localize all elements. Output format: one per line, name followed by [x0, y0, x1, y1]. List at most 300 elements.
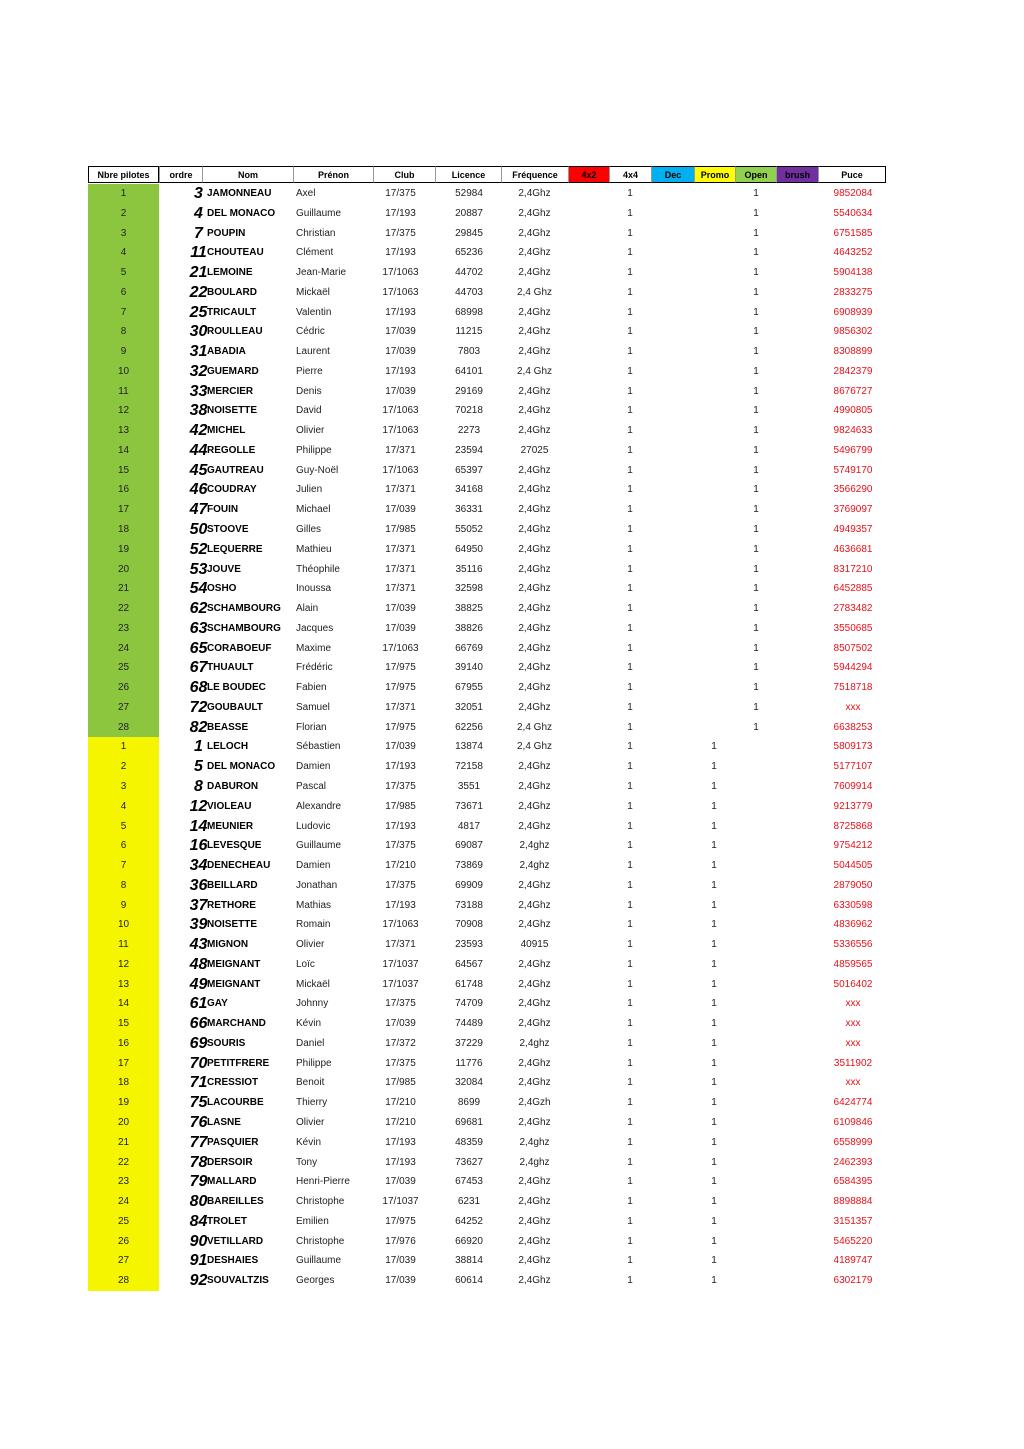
order-number-cell: 12 — [189, 797, 208, 815]
table-row — [88, 540, 886, 560]
table-row — [88, 599, 886, 619]
class-promo-cell: 1 — [711, 939, 717, 951]
class-open-cell — [736, 975, 776, 995]
class-open-cell: 1 — [753, 484, 759, 496]
frequency-cell: 2,4Ghz — [518, 1176, 551, 1188]
licence-cell: 6231 — [457, 1196, 481, 1208]
class-promo-cell — [694, 204, 734, 224]
table-header — [88, 166, 886, 184]
class-open-cell: 1 — [753, 682, 759, 694]
order-number-cell: 46 — [189, 481, 208, 499]
first-name-cell: Daniel — [296, 1037, 325, 1049]
club-cell: 17/985 — [385, 800, 416, 812]
first-name-cell: Jacques — [296, 622, 334, 634]
class-4x4-cell: 1 — [627, 919, 633, 931]
club-cell: 17/975 — [385, 682, 416, 694]
order-number-cell: 75 — [189, 1094, 208, 1112]
first-name-cell: Olivier — [296, 939, 325, 951]
class-open-cell — [736, 1113, 776, 1133]
transponder-cell: 6751585 — [833, 227, 873, 239]
first-name-cell: Laurent — [296, 346, 330, 358]
order-number-cell: 63 — [189, 619, 208, 637]
frequency-cell: 2,4Ghz — [518, 662, 551, 674]
class-open-cell — [736, 1034, 776, 1054]
class-4x4-cell: 1 — [627, 1275, 633, 1287]
licence-cell: 52984 — [455, 188, 483, 199]
order-number-cell: 79 — [189, 1173, 208, 1191]
licence-cell: 37229 — [455, 1037, 483, 1049]
frequency-cell: 2,4Ghz — [518, 405, 551, 417]
header-licence: Licence — [435, 166, 501, 183]
class-4x4-cell: 1 — [627, 879, 633, 891]
class-open-cell: 1 — [753, 444, 759, 456]
licence-cell: 62256 — [455, 721, 483, 733]
pilot-number-cell: 14 — [88, 994, 159, 1014]
class-promo-cell — [694, 718, 734, 738]
club-cell: 17/039 — [385, 385, 416, 397]
pilot-number-cell: 2 — [88, 204, 159, 224]
class-4x4-cell: 1 — [627, 1235, 633, 1247]
class-promo-cell: 1 — [711, 840, 717, 852]
last-name-cell: STOOVE — [207, 524, 249, 536]
table-row — [88, 480, 886, 500]
class-4x4-cell: 1 — [627, 939, 633, 951]
transponder-cell: 8725868 — [833, 820, 873, 832]
last-name-cell: SCHAMBOURG — [207, 622, 281, 634]
class-open-cell: 1 — [753, 504, 759, 516]
club-cell: 17/1063 — [382, 919, 419, 931]
transponder-cell: 8507502 — [833, 642, 873, 654]
first-name-cell: Thierry — [296, 1097, 328, 1109]
table-row — [88, 1251, 886, 1271]
pilot-number-cell: 19 — [88, 540, 159, 560]
class-promo-cell: 1 — [711, 1097, 717, 1109]
first-name-cell: Tony — [296, 1156, 318, 1168]
pilot-number-cell: 27 — [88, 698, 159, 718]
header-puce: Puce — [818, 166, 886, 183]
frequency-cell: 27025 — [520, 444, 549, 456]
transponder-cell: 3151357 — [833, 1215, 873, 1227]
table-row — [88, 1073, 886, 1093]
club-cell: 17/193 — [385, 820, 416, 832]
pilot-number-cell: 24 — [88, 1192, 159, 1212]
class-promo-cell — [694, 263, 734, 283]
club-cell: 17/193 — [385, 207, 416, 219]
club-cell: 17/1037 — [382, 958, 419, 970]
order-number-cell: 38 — [189, 402, 208, 420]
order-number-cell: 37 — [189, 896, 208, 914]
last-name-cell: NOISETTE — [207, 919, 258, 931]
pilot-number-cell: 25 — [88, 658, 159, 678]
class-4x4-cell: 1 — [627, 286, 633, 298]
order-number-cell: 1 — [194, 738, 203, 756]
class-promo-cell — [694, 401, 734, 421]
class-open-cell: 1 — [753, 365, 759, 377]
transponder-cell: 5177107 — [833, 761, 873, 773]
table-row — [88, 975, 886, 995]
pilot-number-cell: 7 — [88, 856, 159, 876]
licence-cell: 44702 — [455, 267, 483, 279]
last-name-cell: DESHAIES — [207, 1255, 259, 1267]
transponder-cell: 4189747 — [833, 1255, 873, 1267]
last-name-cell: MEIGNANT — [207, 978, 261, 990]
first-name-cell: Alain — [296, 603, 319, 615]
last-name-cell: SOURIS — [207, 1037, 246, 1049]
frequency-cell: 2,4Ghz — [518, 622, 551, 634]
class-promo-cell — [694, 303, 734, 323]
first-name-cell: Jean-Marie — [296, 267, 347, 279]
class-4x4-cell: 1 — [627, 1156, 633, 1168]
last-name-cell: TROLET — [207, 1215, 247, 1227]
club-cell: 17/375 — [385, 188, 416, 199]
header-prenom: Prénon — [293, 166, 373, 183]
order-number-cell: 5 — [194, 758, 203, 776]
table-row — [88, 461, 886, 481]
last-name-cell: LASNE — [207, 1116, 241, 1128]
club-cell: 17/371 — [385, 939, 416, 951]
transponder-cell: 5904138 — [833, 267, 873, 279]
last-name-cell: BAREILLES — [207, 1196, 264, 1208]
club-cell: 17/375 — [385, 840, 416, 852]
club-cell: 17/1063 — [382, 425, 419, 437]
frequency-cell: 2,4ghz — [519, 1136, 550, 1148]
last-name-cell: NOISETTE — [207, 405, 258, 417]
table-row — [88, 1014, 886, 1034]
first-name-cell: Alexandre — [296, 800, 342, 812]
header-club: Club — [373, 166, 435, 183]
licence-cell: 29169 — [455, 385, 483, 397]
last-name-cell: MICHEL — [207, 425, 246, 437]
class-open-cell — [736, 856, 776, 876]
club-cell: 17/375 — [385, 998, 416, 1010]
club-cell: 17/039 — [385, 622, 416, 634]
licence-cell: 36331 — [455, 504, 483, 516]
order-number-cell: 69 — [189, 1034, 208, 1052]
class-promo-cell — [694, 322, 734, 342]
last-name-cell: LEVESQUE — [207, 840, 262, 852]
order-number-cell: 21 — [189, 264, 208, 282]
class-4x4-cell: 1 — [627, 998, 633, 1010]
class-open-cell — [736, 994, 776, 1014]
class-4x4-cell: 1 — [627, 1215, 633, 1227]
last-name-cell: CHOUTEAU — [207, 247, 264, 259]
pilot-number-cell: 28 — [88, 718, 159, 738]
transponder-cell: 8317210 — [833, 563, 873, 575]
transponder-cell: 6638253 — [833, 721, 873, 733]
table-row — [88, 243, 886, 263]
first-name-cell: Olivier — [296, 1116, 325, 1128]
licence-cell: 70218 — [455, 405, 483, 417]
order-number-cell: 16 — [189, 837, 208, 855]
class-open-cell — [736, 1054, 776, 1074]
first-name-cell: Christophe — [296, 1235, 345, 1247]
club-cell: 17/1063 — [382, 642, 419, 654]
frequency-cell: 2,4Ghz — [518, 524, 551, 536]
order-number-cell: 3 — [194, 185, 203, 202]
order-number-cell: 4 — [194, 204, 203, 222]
class-promo-cell — [694, 520, 734, 540]
table-row — [88, 421, 886, 441]
class-promo-cell: 1 — [711, 860, 717, 872]
last-name-cell: ROULLEAU — [207, 326, 263, 338]
frequency-cell: 2,4Ghz — [518, 879, 551, 891]
first-name-cell: Christophe — [296, 1196, 345, 1208]
last-name-cell: LEMOINE — [207, 267, 253, 279]
first-name-cell: Cédric — [296, 326, 325, 338]
frequency-cell: 2,4Ghz — [518, 385, 551, 397]
class-open-cell — [736, 1212, 776, 1232]
order-number-cell: 48 — [189, 955, 208, 973]
club-cell: 17/372 — [385, 1037, 416, 1049]
class-promo-cell — [694, 500, 734, 520]
first-name-cell: Kévin — [296, 1018, 322, 1030]
transponder-cell: 4636681 — [833, 543, 873, 555]
pilot-number-cell: 24 — [88, 639, 159, 659]
pilot-number-cell: 22 — [88, 599, 159, 619]
licence-cell: 64252 — [455, 1215, 483, 1227]
club-cell: 17/193 — [385, 306, 416, 318]
frequency-cell: 2,4Ghz — [518, 563, 551, 575]
transponder-cell: 2462393 — [833, 1156, 873, 1168]
club-cell: 17/371 — [385, 583, 416, 595]
order-number-cell: 25 — [189, 303, 208, 321]
class-4x4-cell: 1 — [627, 978, 633, 990]
licence-cell: 67955 — [455, 682, 483, 694]
class-open-cell: 1 — [753, 583, 759, 595]
club-cell: 17/039 — [385, 1275, 416, 1287]
class-4x4-cell: 1 — [627, 682, 633, 694]
last-name-cell: GOUBAULT — [207, 701, 263, 713]
club-cell: 17/375 — [385, 879, 416, 891]
frequency-cell: 2,4Ghz — [518, 1018, 551, 1030]
frequency-cell: 2,4Ghz — [518, 603, 551, 615]
class-promo-cell: 1 — [711, 1077, 717, 1089]
table-row — [88, 876, 886, 896]
class-4x4-cell: 1 — [627, 662, 633, 674]
club-cell: 17/193 — [385, 761, 416, 773]
class-4x4-cell: 1 — [627, 780, 633, 792]
order-number-cell: 34 — [189, 857, 208, 875]
class-open-cell — [736, 737, 776, 757]
order-number-cell: 11 — [190, 244, 207, 262]
club-cell: 17/039 — [385, 1176, 416, 1188]
transponder-cell: 4859565 — [833, 958, 873, 970]
frequency-cell: 2,4Ghz — [518, 998, 551, 1010]
frequency-cell: 2,4Ghz — [518, 1235, 551, 1247]
frequency-cell: 2,4Ghz — [518, 978, 551, 990]
class-4x4-cell: 1 — [627, 188, 633, 199]
class-open-cell: 1 — [753, 247, 759, 259]
order-number-cell: 80 — [189, 1193, 208, 1211]
class-open-cell — [736, 1073, 776, 1093]
table-row — [88, 698, 886, 718]
last-name-cell: MALLARD — [207, 1176, 257, 1188]
transponder-cell: 6424774 — [833, 1097, 873, 1109]
class-promo-cell — [694, 224, 734, 244]
class-4x4-cell: 1 — [627, 899, 633, 911]
transponder-cell: 6109846 — [833, 1116, 873, 1128]
licence-cell: 39140 — [455, 662, 483, 674]
class-open-cell — [736, 777, 776, 797]
class-promo-cell — [694, 362, 734, 382]
club-cell: 17/193 — [385, 1136, 416, 1148]
frequency-cell: 2,4Ghz — [518, 346, 551, 358]
class-open-cell: 1 — [753, 385, 759, 397]
order-number-cell: 76 — [189, 1113, 208, 1131]
order-number-cell: 52 — [189, 540, 208, 558]
first-name-cell: Sébastien — [296, 741, 341, 753]
class-promo-cell: 1 — [711, 780, 717, 792]
pilot-number-cell: 28 — [88, 1271, 159, 1291]
club-cell: 17/985 — [385, 524, 416, 536]
pilot-number-cell: 10 — [88, 362, 159, 382]
class-4x4-cell: 1 — [627, 1255, 633, 1267]
last-name-cell: LEQUERRE — [207, 543, 263, 555]
last-name-cell: MARCHAND — [207, 1018, 266, 1030]
last-name-cell: DEL MONACO — [207, 761, 276, 773]
transponder-cell: xxx — [845, 701, 861, 713]
pilot-number-cell: 25 — [88, 1212, 159, 1232]
class-open-cell: 1 — [753, 227, 759, 239]
first-name-cell: Mathias — [296, 899, 332, 911]
class-open-cell — [736, 836, 776, 856]
class-promo-cell — [694, 599, 734, 619]
transponder-cell: 9754212 — [833, 840, 873, 852]
class-open-cell: 1 — [753, 306, 759, 318]
last-name-cell: THUAULT — [207, 662, 254, 674]
table-row — [88, 718, 886, 738]
last-name-cell: POUPIN — [207, 227, 246, 239]
table-body — [88, 184, 886, 1291]
table-row — [88, 955, 886, 975]
class-promo-cell: 1 — [711, 958, 717, 970]
table-row — [88, 994, 886, 1014]
frequency-cell: 2,4Ghz — [518, 326, 551, 338]
last-name-cell: TRICAULT — [207, 306, 257, 318]
order-number-cell: 91 — [189, 1252, 208, 1270]
frequency-cell: 2,4Ghz — [518, 207, 551, 219]
licence-cell: 70908 — [455, 919, 483, 931]
frequency-cell: 2,4Ghz — [518, 899, 551, 911]
order-number-cell: 65 — [189, 639, 208, 657]
class-4x4-cell: 1 — [627, 464, 633, 476]
transponder-cell: 5016402 — [833, 978, 873, 990]
class-promo-cell — [694, 184, 734, 204]
first-name-cell: Gilles — [296, 524, 322, 536]
frequency-cell: 2,4Ghz — [518, 780, 551, 792]
licence-cell: 73869 — [455, 860, 483, 872]
header-frequence: Fréquence — [501, 166, 568, 183]
order-number-cell: 82 — [189, 718, 208, 736]
first-name-cell: Johnny — [296, 998, 329, 1010]
first-name-cell: Philippe — [296, 444, 332, 456]
first-name-cell: Michael — [296, 504, 331, 516]
class-4x4-cell: 1 — [627, 267, 633, 279]
order-number-cell: 45 — [189, 461, 208, 479]
first-name-cell: Florian — [296, 721, 327, 733]
first-name-cell: Guillaume — [296, 840, 342, 852]
licence-cell: 38814 — [455, 1255, 483, 1267]
class-promo-cell: 1 — [711, 1018, 717, 1030]
club-cell: 17/039 — [385, 1255, 416, 1267]
last-name-cell: RETHORE — [207, 899, 256, 911]
licence-cell: 34168 — [455, 484, 483, 496]
class-promo-cell — [694, 678, 734, 698]
order-number-cell: 50 — [189, 521, 208, 539]
order-number-cell: 44 — [189, 441, 208, 459]
transponder-cell: 2833275 — [833, 286, 873, 298]
table-row — [88, 1192, 886, 1212]
table-row — [88, 757, 886, 777]
class-4x4-cell: 1 — [627, 1116, 633, 1128]
frequency-cell: 2,4Ghz — [518, 306, 551, 318]
first-name-cell: Théophile — [296, 563, 340, 575]
table-row — [88, 303, 886, 323]
class-4x4-cell: 1 — [627, 306, 633, 318]
licence-cell: 69909 — [455, 879, 483, 891]
table-row — [88, 441, 886, 461]
first-name-cell: Denis — [296, 385, 322, 397]
first-name-cell: Maxime — [296, 642, 332, 654]
class-open-cell: 1 — [753, 405, 759, 417]
first-name-cell: Inoussa — [296, 583, 332, 595]
licence-cell: 72158 — [455, 761, 483, 773]
class-promo-cell: 1 — [711, 1037, 717, 1049]
frequency-cell: 2,4ghz — [519, 860, 550, 872]
last-name-cell: VETILLARD — [207, 1235, 264, 1247]
licence-cell: 65236 — [455, 247, 483, 259]
class-open-cell — [736, 1172, 776, 1192]
frequency-cell: 2,4ghz — [519, 840, 550, 852]
last-name-cell: PASQUIER — [207, 1136, 259, 1148]
pilot-number-cell: 21 — [88, 1133, 159, 1153]
pilot-number-cell: 10 — [88, 915, 159, 935]
table-row — [88, 1271, 886, 1291]
licence-cell: 38825 — [455, 603, 483, 615]
order-number-cell: 78 — [189, 1153, 208, 1171]
licence-cell: 69087 — [455, 840, 483, 852]
class-4x4-cell: 1 — [627, 761, 633, 773]
club-cell: 17/371 — [385, 563, 416, 575]
club-cell: 17/1037 — [382, 1196, 419, 1208]
order-number-cell: 31 — [189, 343, 208, 361]
licence-cell: 73627 — [455, 1156, 483, 1168]
class-promo-cell — [694, 461, 734, 481]
class-promo-cell — [694, 441, 734, 461]
licence-cell: 67453 — [455, 1176, 483, 1188]
order-number-cell: 30 — [189, 323, 208, 341]
transponder-cell: 4990805 — [833, 405, 873, 417]
frequency-cell: 2,4Ghz — [518, 919, 551, 931]
class-open-cell: 1 — [753, 662, 759, 674]
transponder-cell: 4836962 — [833, 919, 873, 931]
pilot-number-cell: 3 — [88, 224, 159, 244]
pilot-registration-table — [88, 166, 886, 1291]
pilot-number-cell: 20 — [88, 1113, 159, 1133]
order-number-cell: 71 — [189, 1074, 208, 1092]
last-name-cell: JOUVE — [207, 563, 241, 575]
licence-cell: 35116 — [455, 563, 483, 575]
frequency-cell: 2,4Ghz — [518, 543, 551, 555]
transponder-cell: 8676727 — [833, 385, 873, 397]
class-4x4-cell: 1 — [627, 1018, 633, 1030]
order-number-cell: 70 — [189, 1054, 208, 1072]
last-name-cell: GAY — [207, 998, 228, 1010]
table-row — [88, 1212, 886, 1232]
order-number-cell: 47 — [189, 501, 208, 519]
class-promo-cell: 1 — [711, 978, 717, 990]
licence-cell: 20887 — [455, 207, 483, 219]
